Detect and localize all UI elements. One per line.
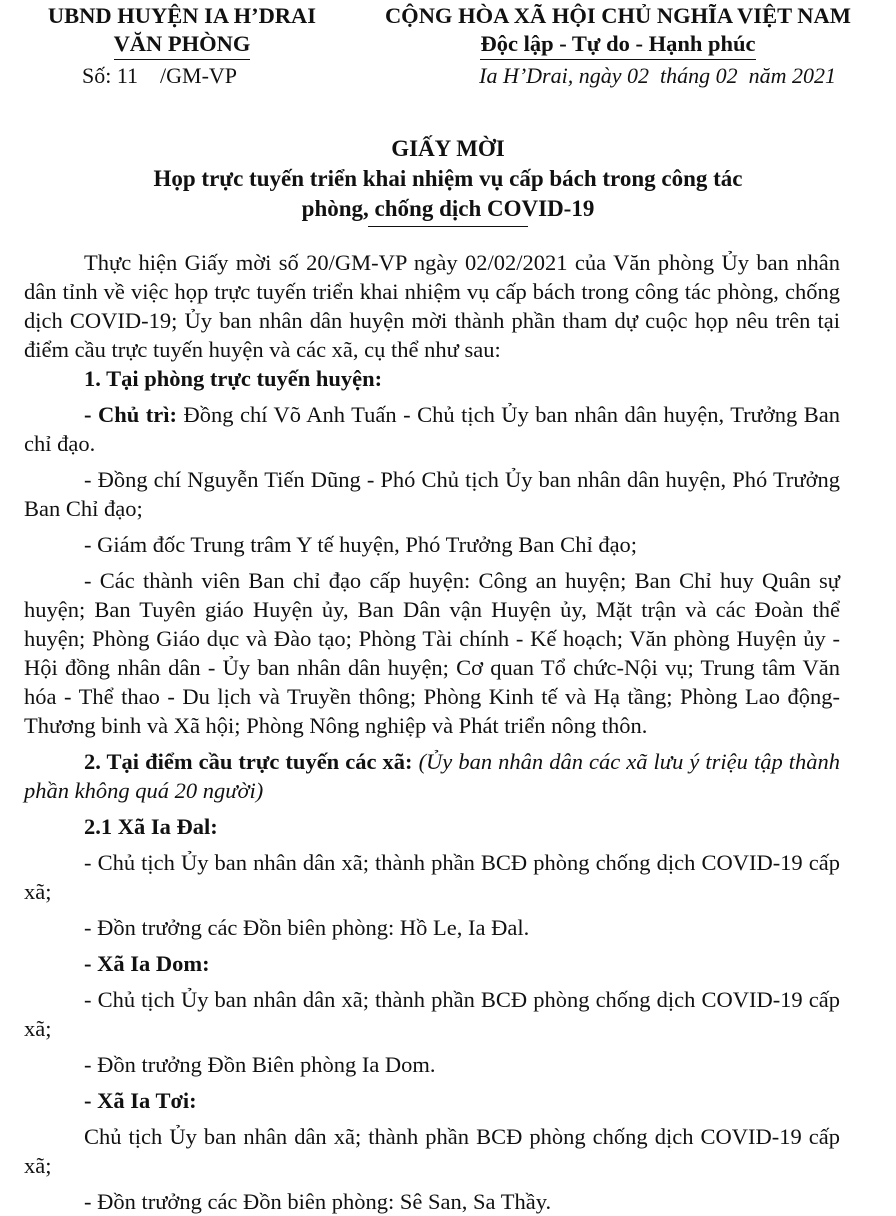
list-item: - Chủ tịch Ủy ban nhân dân xã; thành phần BCĐ phòng chống dịch COVID-19 cấp xã;	[24, 987, 840, 1041]
chair-label: - Chủ trì:	[84, 402, 177, 427]
list-item: Chủ tịch Ủy ban nhân dân xã; thành phần BCĐ phòng chống dịch COVID-19 cấp xã;	[24, 1124, 840, 1178]
agency-parent: UBND HUYỆN IA H’DRAI	[47, 3, 317, 28]
list-item: - Giám đốc Trung trâm Y tế huyện, Phó Trưởng Ban Chỉ đạo;	[84, 532, 638, 557]
title-underline	[368, 226, 528, 227]
section-2-heading: 2. Tại điểm cầu trực tuyến các xã:	[84, 749, 413, 774]
list-item: - Đồn trưởng các Đồn biên phòng: Sê San, Sa Thầy.	[84, 1189, 552, 1214]
list-item: - Chủ tịch Ủy ban nhân dân xã; thành phần BCĐ phòng chống dịch COVID-19 cấp xã;	[24, 850, 840, 904]
commune-heading: - Xã Ia Dom:	[84, 951, 210, 976]
agency-name: VĂN PHÒNG	[114, 30, 251, 60]
chair-text: Đồng chí Võ Anh Tuấn - Chủ tịch Ủy ban nhân dân huyện, Trưởng Ban chỉ đạo.	[24, 402, 840, 456]
place-and-date: Ia H’Drai, ngày 02 tháng 02 năm 2021	[479, 63, 836, 88]
intro-paragraph: Thực hiện Giấy mời số 20/GM-VP ngày 02/02/2021 của Văn phòng Ủy ban nhân dân tỉnh về việc họp trực tuyến triển khai nhiệm vụ cấp bách trong công tác phòng, chống dịch COVID-19; Ủy ban nhân dân huyện mời thành phần tham dự cuộc họp nêu trên tại điểm cầu trực tuyến huyện và các xã, cụ thể như sau:	[24, 250, 840, 362]
national-heading	[358, 2, 878, 60]
section-2-note: (Ủy ban nhân dân các xã lưu ý triệu tập thành phần không quá 20 người)	[24, 749, 840, 803]
commune-heading: - Xã Ia Tơi:	[84, 1088, 197, 1113]
national-motto: Độc lập - Tự do - Hạnh phúc	[480, 30, 755, 60]
section-2-paragraph	[24, 747, 840, 805]
document-body	[24, 248, 840, 1216]
document-subject-line-1: Họp trực tuyến triển khai nhiệm vụ cấp bách trong công tác	[153, 166, 743, 191]
document-title-block	[0, 134, 896, 227]
list-item: - Các thành viên Ban chỉ đạo cấp huyện: Công an huyện; Ban Chỉ huy Quân sự huyện; Ban Tuyên giáo Huyện ủy, Ban Dân vận Huyện ủy, Mặt trận và các Đoàn thể huyện; Phòng Giáo dục và Đào tạo; Phòng Tài chính - Kế hoạch; Văn phòng Huyện ủy - Hội đồng nhân dân - Ủy ban nhân dân huyện; Cơ quan Tổ chức-Nội vụ; Trung tâm Văn hóa - Thể thao - Du lịch và Truyền thông; Phòng Kinh tế và Hạ tầng; Phòng Lao động- Thương binh và Xã hội; Phòng Nông nghiệp và Phát triển nông thôn.	[24, 568, 840, 738]
document-type: GIẤY MỜI	[391, 136, 505, 161]
chair-paragraph	[24, 400, 840, 458]
list-item: - Đồng chí Nguyễn Tiến Dũng - Phó Chủ tịch Ủy ban nhân dân huyện, Phó Trưởng Ban Chỉ đạo;	[24, 467, 840, 521]
issuing-agency	[12, 2, 352, 60]
list-item: - Đồn trưởng các Đồn biên phòng: Hồ Le, Ia Đal.	[84, 915, 530, 940]
section-1-heading: 1. Tại phòng trực tuyến huyện:	[84, 366, 383, 391]
document-subject-line-2: phòng, chống dịch COVID-19	[301, 196, 595, 221]
document-number: Số: 11 /GM-VP	[82, 63, 238, 88]
commune-heading: 2.1 Xã Ia Đal:	[84, 814, 218, 839]
list-item: - Đồn trưởng Đồn Biên phòng Ia Dom.	[84, 1052, 436, 1077]
nation-name: CỘNG HÒA XÃ HỘI CHỦ NGHĨA VIỆT NAM	[384, 3, 852, 28]
